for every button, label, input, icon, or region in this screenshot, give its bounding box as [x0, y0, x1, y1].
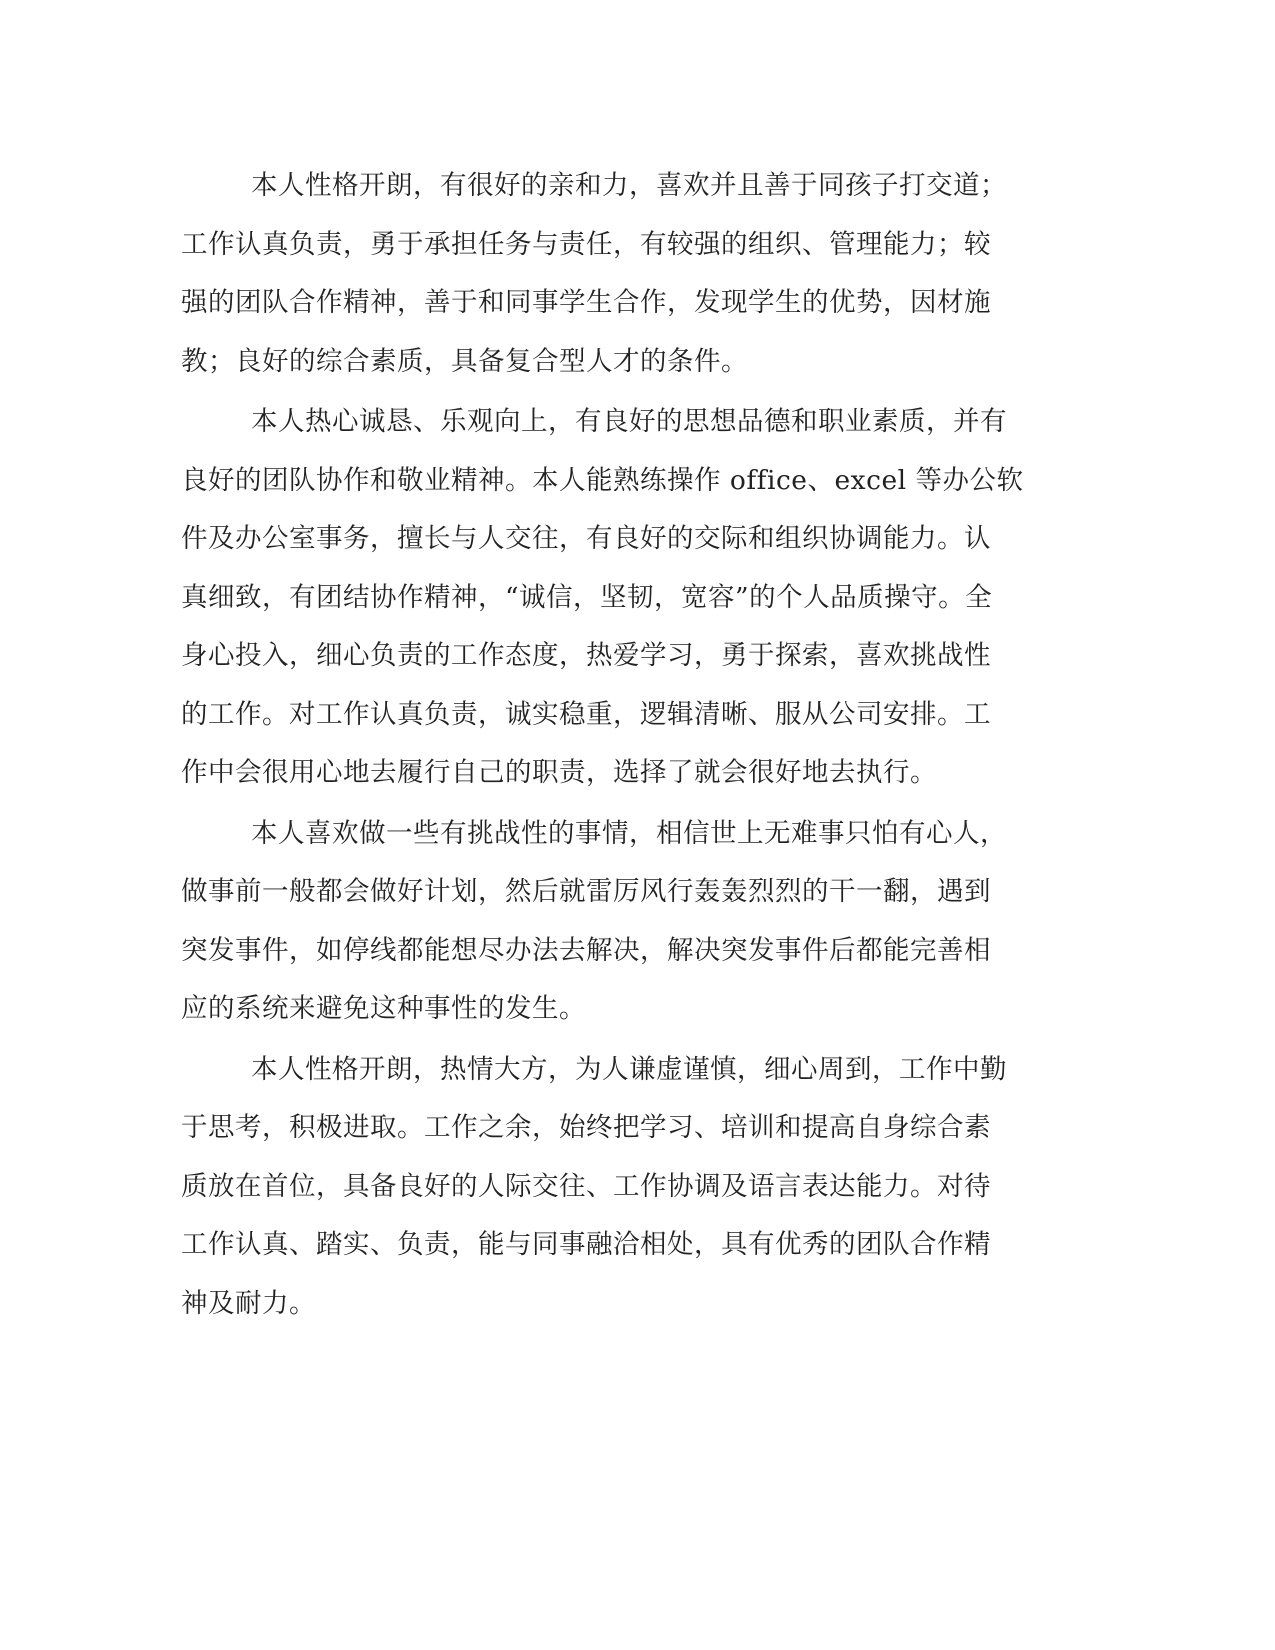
paragraph-line: 件及办公室事务，擅长与人交往，有良好的交际和组织协调能力。认 — [181, 523, 991, 554]
paragraph-2 — [181, 393, 1031, 803]
paragraph-line: 做事前一般都会做好计划，然后就雷厉风行轰轰烈烈的干一翻，遇到 — [181, 876, 991, 907]
paragraph-line: 工作认真、踏实、负责，能与同事融洽相处，具有优秀的团队合作精 — [181, 1229, 991, 1260]
paragraph-line: 良好的团队协作和敬业精神。本人能熟练操作 office、excel 等办公软 — [181, 464, 1024, 496]
paragraph-line: 的工作。对工作认真负责，诚实稳重，逻辑清晰、服从公司安排。工 — [181, 698, 991, 730]
paragraph-line: 工作认真负责，勇于承担任务与责任，有较强的组织、管理能力；较 — [181, 228, 991, 260]
paragraph-line: 神及耐力。 — [181, 1287, 316, 1319]
paragraph-line: 本人性格开朗，有很好的亲和力，喜欢并且善于同孩子打交道； — [251, 170, 1007, 201]
paragraph-line: 身心投入，细心负责的工作态度，热爱学习，勇于探索，喜欢挑战性 — [181, 640, 991, 671]
paragraph-line: 于思考，积极进取。工作之余，始终把学习、培训和提高自身综合素 — [181, 1112, 991, 1143]
paragraph-line: 作中会很用心地去履行自己的职责，选择了就会很好地去执行。 — [181, 757, 937, 788]
paragraph-line: 真细致，有团结协作精神，“诚信，坚韧，宽容”的个人品质操守。全 — [181, 581, 993, 613]
paragraph-line: 本人喜欢做一些有挑战性的事情，相信世上无难事只怕有心人， — [251, 817, 1007, 849]
document-body — [181, 157, 1031, 1335]
paragraph-line: 质放在首位，具备良好的人际交往、工作协调及语言表达能力。对待 — [181, 1170, 991, 1202]
paragraph-line: 本人性格开朗，热情大方，为人谦虚谨慎，细心周到，工作中勤 — [251, 1053, 1007, 1085]
paragraph-line: 本人热心诚恳、乐观向上，有良好的思想品德和职业素质，并有 — [251, 406, 1007, 437]
paragraph-4 — [181, 1041, 1031, 1334]
paragraph-line: 应的系统来避免这种事性的发生。 — [181, 993, 586, 1024]
paragraph-3 — [181, 805, 1031, 1039]
paragraph-1 — [181, 157, 1031, 391]
paragraph-line: 突发事件，如停线都能想尽办法去解决，解决突发事件后都能完善相 — [181, 934, 991, 966]
paragraph-line: 强的团队合作精神，善于和同事学生合作，发现学生的优势，因材施 — [181, 287, 991, 318]
paragraph-line: 教；良好的综合素质，具备复合型人才的条件。 — [181, 345, 748, 377]
